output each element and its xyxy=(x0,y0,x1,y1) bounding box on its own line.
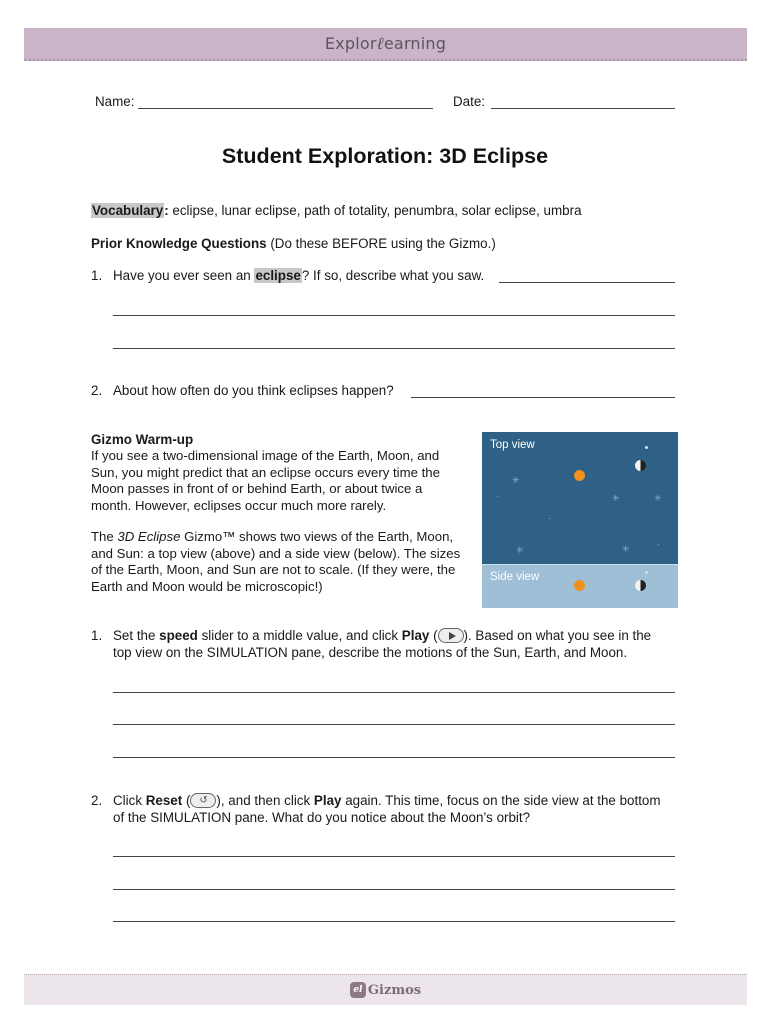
gizmos-brand: Gizmos xyxy=(367,982,422,998)
prior-q2-answer-line[interactable] xyxy=(411,397,675,398)
page-title: Student Exploration: 3D Eclipse xyxy=(221,144,549,168)
vocabulary-terms: eclipse, lunar eclipse, path of totality, penumbra, solar eclipse, umbra xyxy=(168,203,582,218)
warmup-paragraph-2 xyxy=(91,529,461,595)
gizmos-mark-icon: el xyxy=(350,982,366,998)
warmup-q2-text-a: Click xyxy=(113,793,146,808)
brand-part3: earning xyxy=(383,33,447,53)
side-view-moon xyxy=(645,571,648,574)
warmup-q2-answer-line-3[interactable] xyxy=(113,921,675,922)
star: · xyxy=(496,491,499,501)
warmup-q2-answer-line-2[interactable] xyxy=(113,889,675,890)
warmup-q1-number: 1. xyxy=(91,628,103,643)
warmup-q1-text-c: slider to a middle value, and click xyxy=(197,628,402,643)
warmup-q2-text-f: again. This time, focus on the side view at the bottom xyxy=(341,793,661,808)
date-field[interactable] xyxy=(491,108,675,109)
prior-q1-number: 1. xyxy=(91,268,103,283)
prior-q1-text-before: Have you ever seen an xyxy=(113,268,255,283)
top-view-earth xyxy=(635,460,646,471)
prior-knowledge-note: (Do these BEFORE using the Gizmo.) xyxy=(266,236,496,251)
warmup-q1-text-a: Set the xyxy=(113,628,160,643)
gizmos-logo xyxy=(350,982,421,998)
side-view-sun xyxy=(574,580,585,591)
explorelearning-logo xyxy=(325,34,446,54)
warmup-q1-text-f: ). Based on what you see in the xyxy=(463,628,652,643)
side-view-label: Side view xyxy=(490,571,540,583)
top-view-pane xyxy=(482,432,678,564)
star: · xyxy=(548,513,551,523)
side-view-earth xyxy=(635,580,646,591)
footer-bar xyxy=(24,974,747,1005)
name-field[interactable] xyxy=(138,108,433,109)
simulation-screenshot xyxy=(482,432,678,608)
play-icon xyxy=(438,628,464,643)
warmup-q1-answer-line-1[interactable] xyxy=(113,692,675,693)
reset-term: Reset xyxy=(145,793,183,808)
prior-q2-text: About how often do you think eclipses happen? xyxy=(113,383,394,398)
warmup-q2-text-c: ( xyxy=(182,793,191,808)
warmup-gizmo-name: 3D Eclipse xyxy=(117,529,181,544)
warmup-paragraph-2-rest: Gizmo™ shows two views of the Earth, Moon, and Sun: a top view (above) and a side view (below). The sizes of the Earth, Moon, and Sun are not to scale. (If they were, the Earth and Moon would be microscopic!) xyxy=(91,529,461,594)
prior-q1-text xyxy=(113,268,484,283)
star: ✳ xyxy=(622,544,630,554)
warmup-paragraph-1: If you see a two-dimensional image of the Earth, Moon, and Sun, you might predict that an eclipse occurs every time the Moon passes in front of or behind Earth, or about twice a month. However, eclipses occur much more rarely. xyxy=(91,448,440,513)
star: ✳ xyxy=(612,493,620,503)
warmup-q1-line-2: top view on the SIMULATION pane, describe the motions of the Sun, Earth, and Moon. xyxy=(113,645,628,660)
warmup-q2-answer-line-1[interactable] xyxy=(113,856,675,857)
warmup-paragraph-2-start: The xyxy=(91,529,118,544)
date-label: Date: xyxy=(453,94,486,109)
prior-knowledge-heading xyxy=(91,236,496,251)
warmup-q2-number: 2. xyxy=(91,793,103,808)
warmup-q2-text-d: ), and then click xyxy=(216,793,314,808)
vocabulary-line xyxy=(91,203,582,218)
vocabulary-label: Vocabulary xyxy=(92,203,164,218)
warmup-q2-line-1 xyxy=(113,793,661,808)
play-term-2: Play xyxy=(313,793,342,808)
warmup-heading: Gizmo Warm-up xyxy=(91,432,194,447)
warmup-q1-line-1 xyxy=(113,628,651,643)
star: ✳ xyxy=(512,475,520,485)
side-view-pane xyxy=(482,564,678,608)
name-label: Name: xyxy=(95,94,135,109)
top-view-sun xyxy=(574,470,585,481)
star: · xyxy=(657,539,660,549)
top-view-label: Top view xyxy=(490,439,535,451)
warmup-q1-answer-line-3[interactable] xyxy=(113,757,675,758)
prior-q1-answer-line-1[interactable] xyxy=(499,282,675,283)
header-bar xyxy=(24,28,747,61)
brand-part2: ℓ xyxy=(376,33,384,54)
reset-icon: ↺ xyxy=(190,793,216,808)
warmup-q1-answer-line-2[interactable] xyxy=(113,724,675,725)
brand-part1: Explor xyxy=(324,33,377,53)
play-term: Play xyxy=(401,628,430,643)
top-view-moon xyxy=(645,446,648,449)
star: ✳ xyxy=(516,545,524,555)
prior-knowledge-title: Prior Knowledge Questions xyxy=(91,236,267,251)
vocabulary-colon: : xyxy=(164,203,169,218)
warmup-q2-line-2: of the SIMULATION pane. What do you notice about the Moon’s orbit? xyxy=(113,810,531,825)
speed-term: speed xyxy=(159,628,198,643)
star: ✳ xyxy=(654,493,662,503)
prior-q1-text-after: ? If so, describe what you saw. xyxy=(301,268,485,283)
prior-q1-answer-line-2[interactable] xyxy=(113,315,675,316)
prior-q1-answer-line-3[interactable] xyxy=(113,348,675,349)
prior-q2-number: 2. xyxy=(91,383,103,398)
prior-q1-highlight: eclipse xyxy=(255,268,301,283)
warmup-q1-text-e: ( xyxy=(429,628,438,643)
